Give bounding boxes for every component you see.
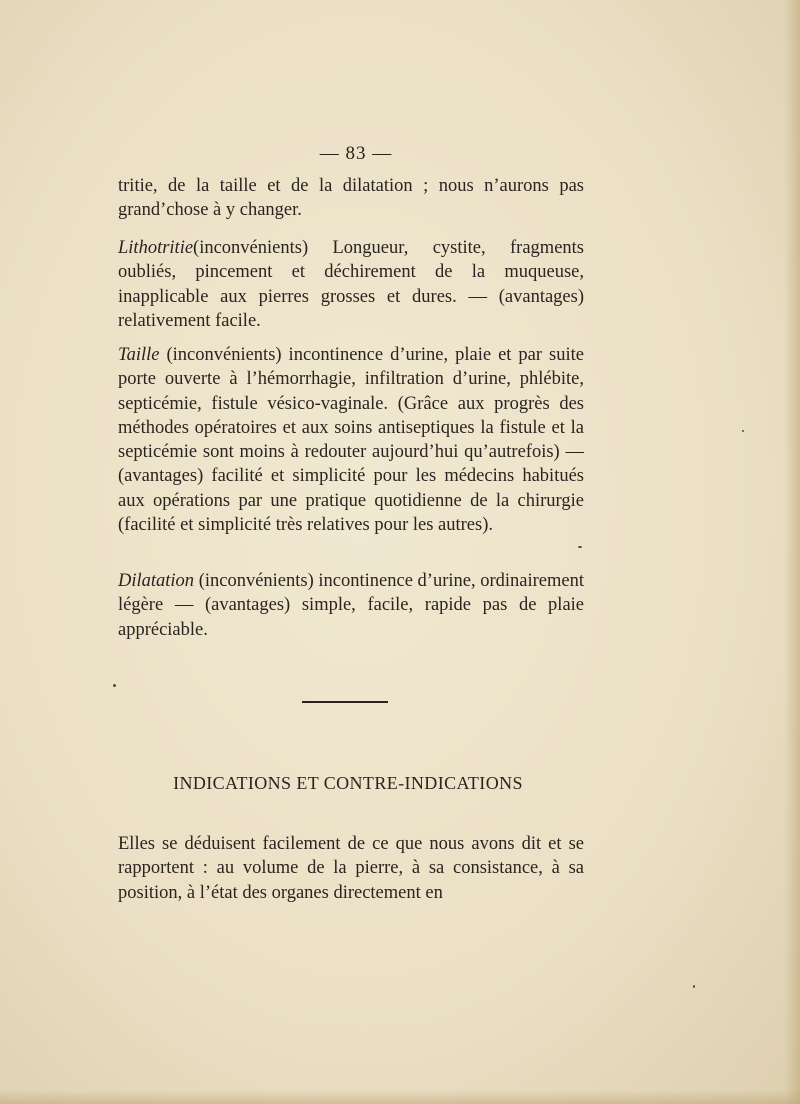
- paragraph-continuation: [118, 174, 584, 223]
- paragraph-text: (inconvénients) incontinence d’urine, plaie et par suite porte ouverte à l’hémorrhagie, infiltration d’urine, phlébite, septicémie, fistule vésico-vaginale. (Grâce aux progrès des méthodes opératoires et aux soins antiseptiques la fistule et la septicémie sont moins à redouter aujourd’hui qu’autrefois) — (avantages) facilité et simplicité pour les médecins habitués aux opérations par une pratique quotidienne de la chirurgie (facilité et simplicité très relatives pour les autres).: [118, 345, 584, 536]
- paragraph-text: (inconvénients) Longueur, cystite, fragments oubliés, pincement et déchirement de la muqueuse, inapplicable aux pierres grosses et dures. — (avantages) relativement facile.: [118, 238, 584, 331]
- paragraph-dilatation: [118, 569, 584, 642]
- paper-speck: [578, 546, 582, 548]
- paper-speck: [113, 684, 116, 687]
- paragraph-lead-term: Lithotritie: [118, 238, 194, 258]
- page-bottom-shadow: [0, 1090, 800, 1104]
- paper-speck: [693, 985, 695, 988]
- paragraph-lead-term: Taille: [118, 345, 160, 365]
- section-paragraph: [118, 832, 584, 905]
- paragraph-lead-term: Dilatation: [118, 571, 195, 591]
- section-heading: INDICATIONS ET CONTRE-INDICATIONS: [173, 773, 523, 793]
- page-edge-shadow: [784, 0, 800, 1104]
- page-number: — 83 —: [319, 143, 393, 164]
- paper-speck: [742, 430, 744, 432]
- paragraph-taille: [118, 343, 584, 537]
- paragraph-text: (inconvénients) incontinence d’urine, ordinairement légère — (avantages) simple, facile, rapide pas de plaie appréciable.: [118, 571, 584, 640]
- paragraph-lithotritie: [118, 236, 584, 333]
- section-divider: [302, 701, 388, 703]
- paragraph-text: Elles se déduisent facilement de ce que nous avons dit et se rapportent : au volume de la pierre, à sa consistance, à sa position, à l’état des organes directement en: [118, 834, 584, 903]
- paragraph-text: tritie, de la taille et de la dilatation ; nous n’aurons pas grand’chose à y changer.: [118, 176, 584, 221]
